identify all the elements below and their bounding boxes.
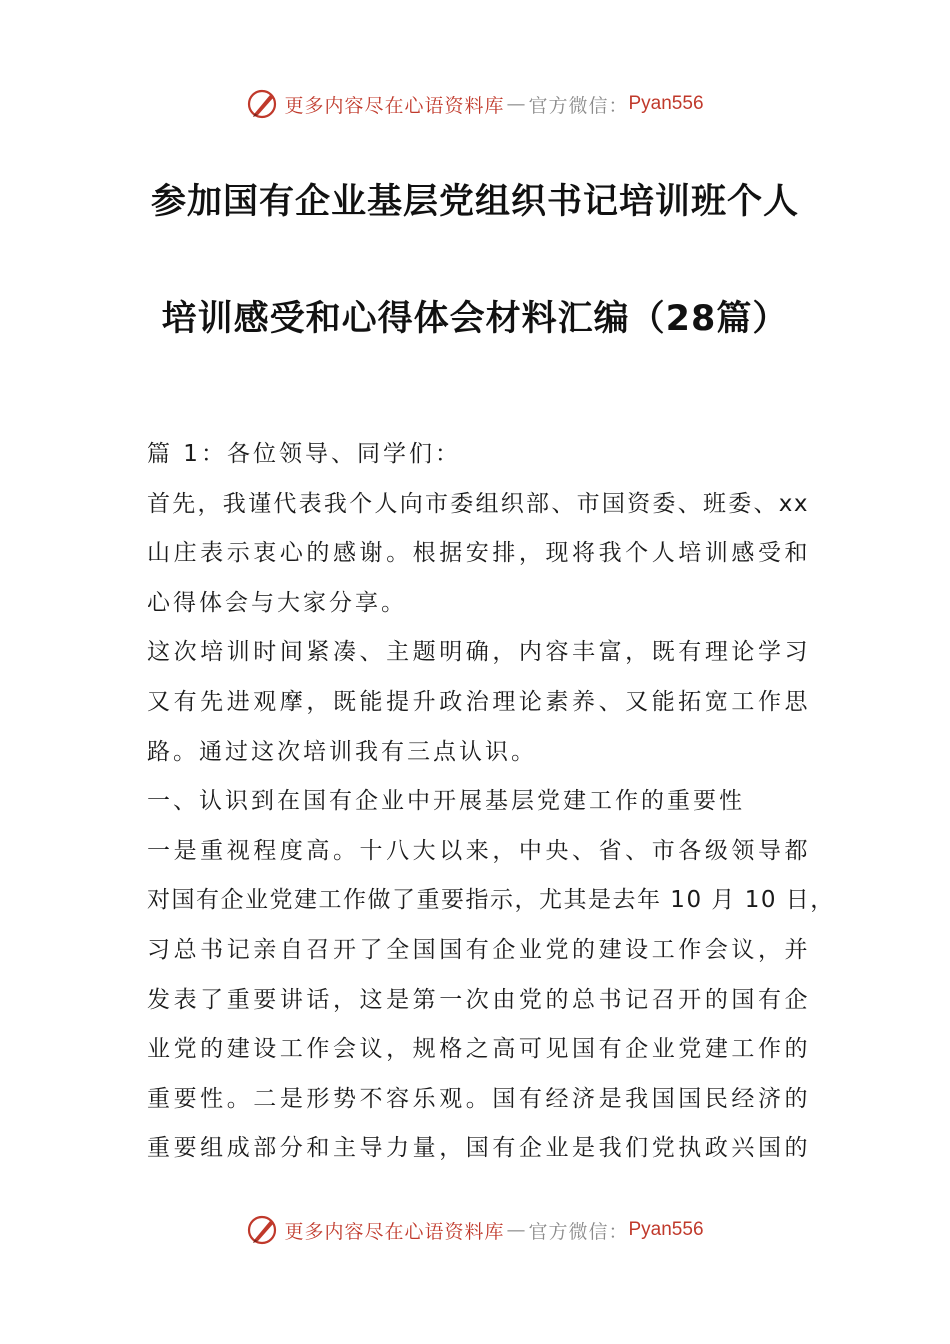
body-line: 又有先进观摩，既能提升政治理论素养、又能拓宽工作思 [147,688,809,715]
wechat-label: 官方微信： [528,1220,629,1243]
body-line: 首先，我谨代表我个人向市委组织部、市国资委、班委、xx [147,490,809,517]
body-line: 习总书记亲自召开了全国国有企业党的建设工作会议，并 [147,936,809,963]
header-banner [0,84,950,124]
body-line: 对国有企业党建工作做了重要指示，尤其是去年 10 月 10 日， [147,887,835,914]
document-title-line-1: 参加国有企业基层党组织书记培训班个人 [150,182,799,222]
body-line: 这次培训时间紧凑、主题明确，内容丰富，既有理论学习 [147,639,809,666]
brand-text: 更多内容尽在心语资料库 [284,94,505,117]
footer-banner [0,1210,950,1250]
body-line: 山庄表示衷心的感谢。根据安排，现将我个人培训感受和 [147,540,809,567]
wechat-id: Pyan556 [628,93,704,114]
body-line: 心得体会与大家分享。 [147,589,407,616]
body-text [147,430,835,1174]
pen-logo-icon [246,1213,280,1247]
wechat-id: Pyan556 [628,1219,704,1240]
body-line: 一是重视程度高。十八大以来，中央、省、市各级领导都 [147,837,809,864]
body-line: 一、认识到在国有企业中开展基层党建工作的重要性 [147,788,745,815]
separator: — [506,1219,527,1241]
wechat-label: 官方微信： [528,94,629,117]
body-line: 业党的建设工作会议，规格之高可见国有企业党建工作的 [147,1036,809,1063]
body-line: 重要性。二是形势不容乐观。国有经济是我国国民经济的 [147,1085,809,1112]
pen-logo-icon [246,87,280,121]
body-line: 重要组成部分和主导力量，国有企业是我们党执政兴国的 [147,1135,809,1162]
body-line: 路。通过这次培训我有三点认识。 [147,738,537,765]
document-title-line-2: 培训感受和心得体会材料汇编（28篇） [161,299,789,339]
brand-text: 更多内容尽在心语资料库 [284,1220,505,1243]
body-line: 发表了重要讲话，这是第一次由党的总书记召开的国有企 [147,986,809,1013]
separator: — [506,93,527,115]
body-line: 篇 1：各位领导、同学们： [147,441,461,467]
